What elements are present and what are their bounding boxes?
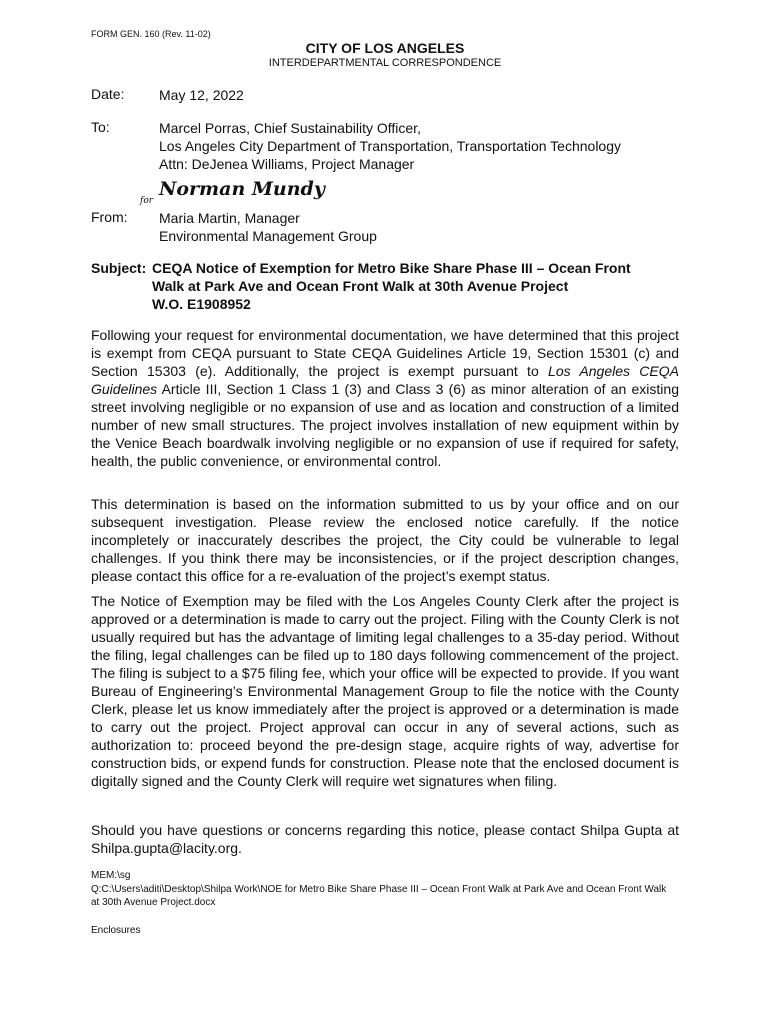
paragraph-filing-info: The Notice of Exemption may be filed with the Los Angeles County Clerk after the project is approved or a determination is made to carry out the project. Filing with the County Clerk is not usually required but has the advantage of limiting legal challenges to a 35-day period. Without the filing, legal challenges can be filed up to 180 days following commencement of the project. The filing is subject to a $75 filing fee, which your office will be expected to provide. If you want Bureau of Engineering’s Environmental Management Group to file the notice with the County Clerk, please let us know immediately after the project is approved or a determination is made to carry out the project. Project approval can occur in any of several actions, such as authorization to: proceed beyond the pre-design stage, acquire rights of way, advertise for construction bids, or expend funds for construction. Please note that the enclosed document is digitally signed and the County Clerk will require wet signatures when filing.: [91, 593, 679, 789]
subject-line: W.O. E1908952: [152, 296, 251, 312]
subject-label: Subject:: [91, 260, 147, 276]
paragraph-exemption-determination: Following your request for environmental documentation, we have determined that this project is exempt from CEQA pursuant to State CEQA Guidelines Article 19, Section 15301 (c) and Section 15303 (e). Additionally, the project is exempt pursuant to Los Angeles CEQA Guidelines Article III, Section 1 Class 1 (3) and Class 3 (6) as minor alteration of an existing street involving negligible or no expansion of use and as location and construction of a limited number of new small structures. The project involves installation of new equipment within by the Venice Beach boardwalk involving negligible or no expansion of use if required for safety, health, the public convenience, or environmental control.: [91, 327, 679, 469]
subject-line: Walk at Park Ave and Ocean Front Walk at 30th Avenue Project: [152, 278, 569, 294]
to-line: Los Angeles City Department of Transportation, Transportation Technology: [159, 138, 622, 154]
signature-for-note: for: [140, 196, 154, 206]
guidelines-title: Los Angeles CEQA Guidelines: [91, 363, 679, 397]
to-line: Attn: DeJenea Williams, Project Manager: [159, 156, 415, 172]
author-initials: MEM:\sg: [91, 870, 131, 881]
from-line: Maria Martin, Manager: [159, 210, 300, 226]
subject-line: CEQA Notice of Exemption for Metro Bike Share Phase III – Ocean Front: [152, 260, 631, 276]
from-block: [159, 209, 377, 245]
enclosures-note: Enclosures: [91, 925, 141, 936]
handwritten-signature: Norman Mundy: [159, 178, 325, 200]
subject-block: [91, 259, 681, 313]
correspondence-type: INTERDEPARTMENTAL CORRESPONDENCE: [268, 57, 502, 69]
from-line: Environmental Management Group: [159, 228, 377, 244]
to-block: [159, 119, 621, 173]
file-path: Q:C:\Users\aditi\Desktop\Shilpa Work\NOE for Metro Bike Share Phase III – Ocean Front Walk at Park Ave and Ocean Front Walk at 30th Avenue Project.docx: [91, 884, 667, 908]
from-label: From:: [91, 209, 128, 225]
paragraph-review-notice: This determination is based on the information submitted to us by your office and on our subsequent investigation. Please review the enclosed notice carefully. If the notice incompletely or inaccurately describes the project, the City could be vulnerable to legal challenges. If you think there may be inconsistencies, or if the project description changes, please contact this office for a re-evaluation of the project’s exempt status.: [91, 496, 679, 584]
paragraph-contact: Should you have questions or concerns regarding this notice, please contact Shilpa Gupta at Shilpa.gupta@lacity.org.: [91, 822, 679, 856]
to-label: To:: [91, 119, 110, 135]
date-label: Date:: [91, 86, 125, 102]
date-value: May 12, 2022: [159, 87, 244, 103]
organization-title: CITY OF LOS ANGELES: [305, 40, 465, 56]
to-line: Marcel Porras, Chief Sustainability Officer,: [159, 120, 421, 136]
form-number: FORM GEN. 160 (Rev. 11-02): [91, 29, 211, 39]
